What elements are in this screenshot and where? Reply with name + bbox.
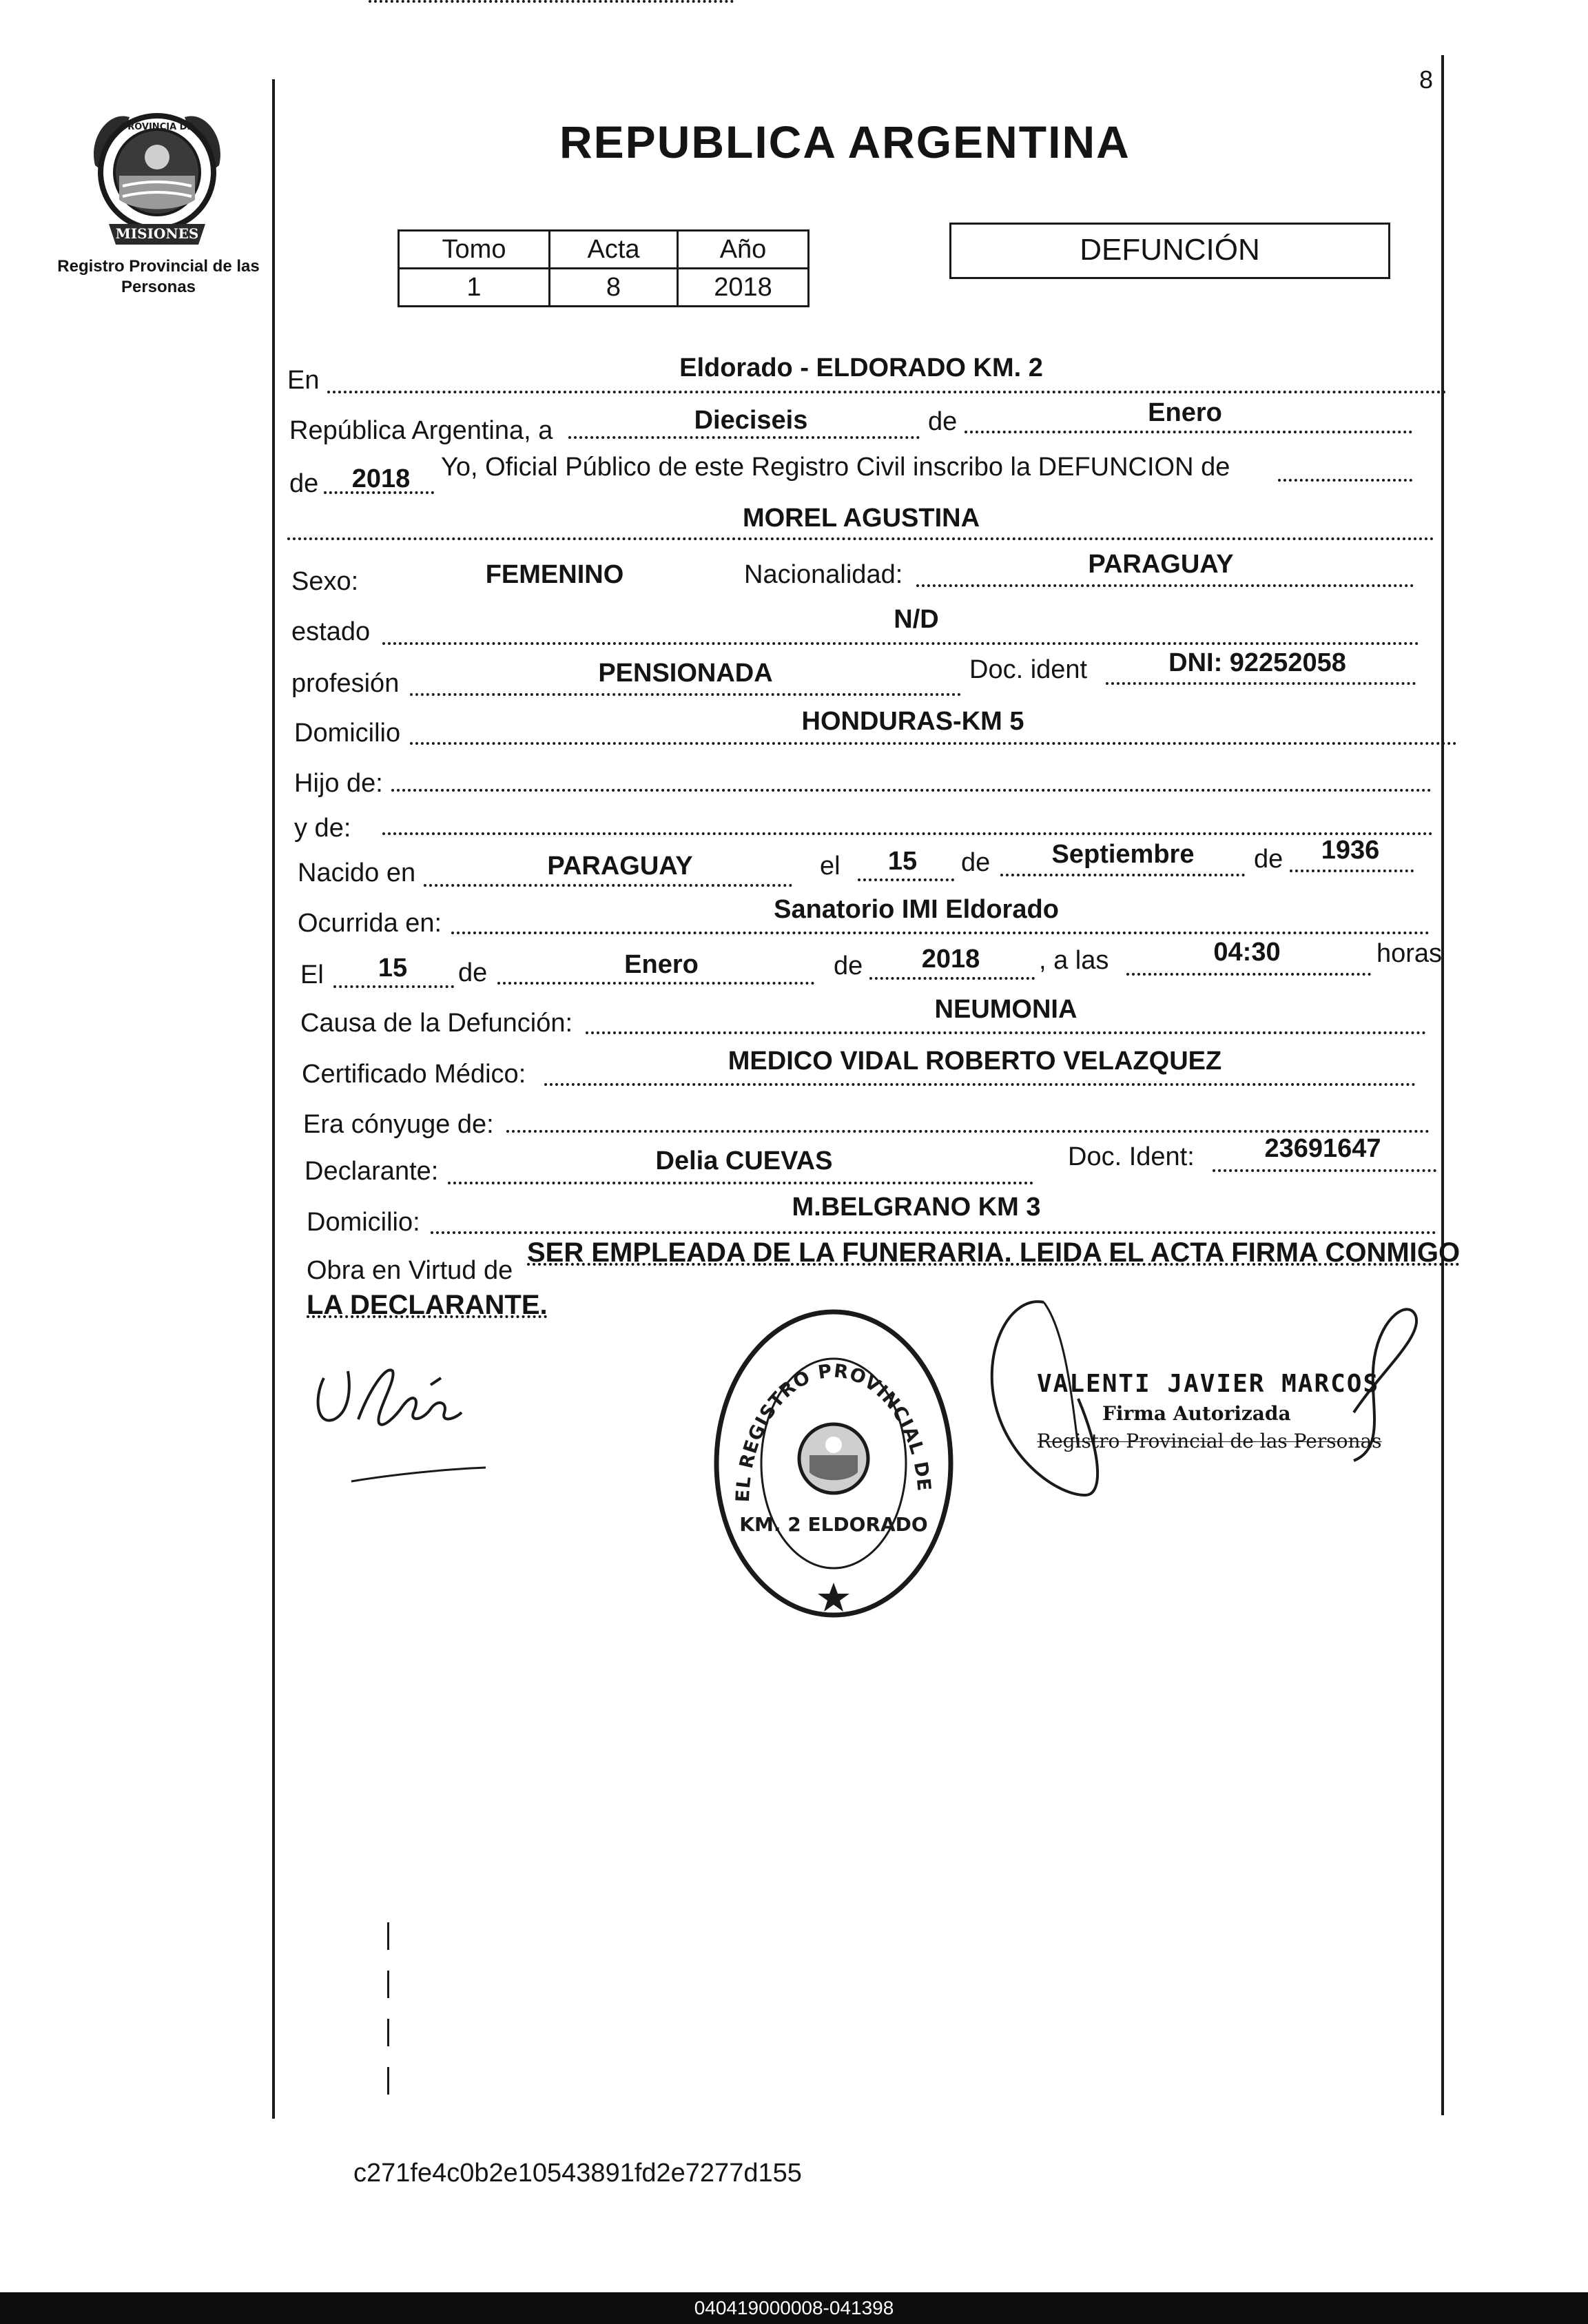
death-year-line (869, 977, 1035, 980)
en-line (327, 391, 1447, 393)
certificado-value: MEDICO VIDAL ROBERTO VELAZQUEZ (728, 1047, 1222, 1076)
domicilio-line-2 (431, 1231, 1436, 1234)
birth-day-line (858, 878, 954, 881)
page-number: 8 (1419, 65, 1434, 94)
de-label-3: de (961, 848, 991, 877)
domicilio-line (410, 742, 1457, 745)
estado-value: N/D (894, 605, 939, 634)
de-label-6: de (834, 952, 863, 980)
de-label-2: de (289, 469, 319, 498)
stamp-outer-text: EL REGISTRO PROVINCIAL DE (732, 1360, 935, 1503)
table-header: Tomo (399, 231, 550, 269)
birth-year-line (1290, 870, 1414, 872)
table-cell: 8 (550, 269, 678, 307)
republica-label: República Argentina, a (289, 416, 553, 445)
declarante-line (448, 1182, 1033, 1184)
day-words-value: Dieciseis (694, 406, 808, 435)
official-office: Registro Provincial de las Personas (1037, 1430, 1382, 1452)
left-dashed-mark (387, 1922, 389, 2115)
a-las-label: , a las (1039, 946, 1109, 975)
doc-ident-line (1106, 682, 1416, 685)
nacido-label: Nacido en (298, 858, 416, 887)
death-year-value: 2018 (921, 945, 980, 974)
el-label-1: el (820, 852, 841, 881)
de-label-4: de (1254, 845, 1283, 874)
death-month-line (497, 982, 814, 985)
left-margin-line (272, 79, 275, 2119)
death-day-line (333, 985, 454, 988)
death-time-line (1126, 973, 1371, 976)
provincial-seal-logo (81, 96, 233, 255)
obra-value-line2: LA DECLARANTE. (307, 1290, 548, 1320)
conyuge-label: Era cónyuge de: (303, 1110, 494, 1139)
logo-text-top: PROVINCIA DE (121, 122, 194, 132)
right-margin-line (1441, 55, 1444, 2115)
sexo-line (369, 0, 734, 3)
table-header: Año (678, 231, 809, 269)
doc-ident-value-2: 23691647 (1264, 1134, 1381, 1163)
death-month-value: Enero (624, 950, 699, 979)
declarante-value: Delia CUEVAS (655, 1146, 833, 1175)
estado-line (382, 642, 1419, 645)
certificado-line (544, 1083, 1416, 1086)
causa-label: Causa de la Defunción: (300, 1009, 573, 1038)
official-role: Firma Autorizada (1102, 1402, 1291, 1425)
month-line (965, 431, 1412, 433)
certificado-label: Certificado Médico: (302, 1060, 526, 1089)
yo-statement: Yo, Oficial Público de este Registro Civil inscribo la DEFUNCION de (441, 453, 1230, 482)
sexo-value: FEMENINO (485, 560, 624, 589)
conyuge-line (506, 1130, 1430, 1133)
table-cell: 1 (399, 269, 550, 307)
page-title: REPUBLICA ARGENTINA (559, 116, 1131, 167)
ocurrida-value: Sanatorio IMI Eldorado (774, 895, 1059, 924)
record-table (398, 229, 810, 307)
domicilio-value: HONDURAS-KM 5 (801, 707, 1024, 736)
y-de-line (382, 832, 1433, 835)
table-header: Acta (550, 231, 678, 269)
domicilio-value-2: M.BELGRANO KM 3 (792, 1193, 1041, 1222)
nacionalidad-value: PARAGUAY (1088, 550, 1234, 579)
logo-caption: Registro Provincial de las Personas (57, 257, 260, 296)
declarant-signature (310, 1350, 510, 1495)
domicilio-label: Domicilio (294, 719, 401, 748)
official-name: VALENTI JAVIER MARCOS (1037, 1370, 1380, 1398)
death-time-value: 04:30 (1213, 938, 1281, 967)
nacionalidad-label: Nacionalidad: (744, 560, 903, 589)
profesion-value: PENSIONADA (598, 659, 773, 688)
domicilio-label-2: Domicilio: (307, 1208, 420, 1237)
doc-ident-label: Doc. ident (969, 655, 1088, 684)
en-label: En (287, 366, 320, 395)
el-label-2: El (300, 960, 324, 989)
birth-year-value: 1936 (1321, 836, 1380, 865)
deceased-name: MOREL AGUSTINA (742, 504, 980, 533)
de-label-5: de (458, 958, 488, 987)
nacido-line (424, 884, 792, 887)
causa-value: NEUMONIA (934, 995, 1077, 1024)
year-value: 2018 (351, 464, 411, 493)
yo-line (1278, 479, 1412, 482)
stamp-inner-text: KM. 2 ELDORADO (739, 1513, 928, 1536)
profesion-line (410, 693, 961, 696)
hijo-line (391, 789, 1432, 792)
doc-ident-value: DNI: 92252058 (1168, 648, 1346, 677)
y-de-label: y de: (294, 814, 351, 843)
day-words-line (568, 436, 920, 439)
declarante-label: Declarante: (305, 1157, 439, 1186)
causa-line (586, 1031, 1426, 1034)
name-line (287, 537, 1434, 540)
official-stamp (706, 1304, 961, 1621)
de-label-1: de (928, 407, 958, 436)
obra-label: Obra en Virtud de (307, 1256, 513, 1285)
nacido-value: PARAGUAY (547, 852, 693, 881)
birth-day-value: 15 (887, 847, 918, 876)
document-hash: c271fe4c0b2e10543891fd2e7277d155 (353, 2159, 802, 2188)
hijo-label: Hijo de: (294, 769, 383, 798)
horas-label: horas (1376, 939, 1443, 968)
document-type-box: DEFUNCIÓN (949, 223, 1390, 279)
table-cell: 2018 (678, 269, 809, 307)
doc-ident-line-2 (1213, 1169, 1436, 1172)
ocurrida-line (451, 932, 1430, 934)
footer-id-bar: 040419000008-041398 (0, 2292, 1588, 2324)
en-value: Eldorado - ELDORADO KM. 2 (679, 353, 1043, 382)
obra-value-line1: SER EMPLEADA DE LA FUNERARIA. LEIDA EL ACTA FIRMA CONMIGO (527, 1237, 1461, 1268)
nacionalidad-line (916, 584, 1414, 587)
doc-ident-label-2: Doc. Ident: (1068, 1142, 1195, 1171)
estado-label: estado (291, 617, 371, 646)
month-value: Enero (1148, 398, 1222, 427)
birth-month-line (1000, 874, 1245, 876)
profesion-label: profesión (291, 669, 400, 698)
ocurrida-label: Ocurrida en: (298, 909, 442, 938)
death-day-value: 15 (378, 954, 408, 983)
birth-month-value: Septiembre (1051, 840, 1195, 869)
logo-text-bottom: MISIONES (115, 225, 199, 242)
sexo-label: Sexo: (291, 567, 359, 596)
